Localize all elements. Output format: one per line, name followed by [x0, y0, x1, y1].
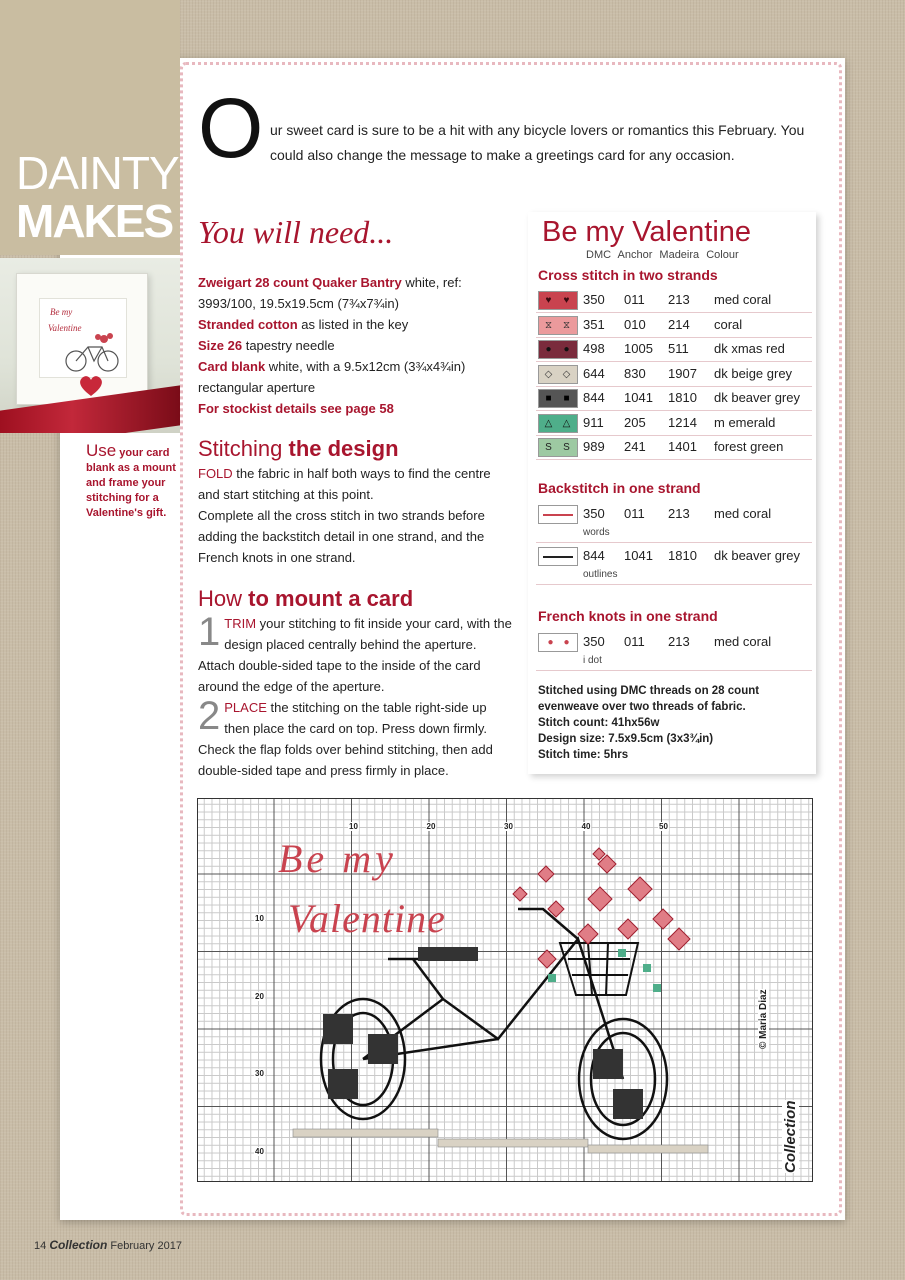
drop-cap: O — [198, 81, 264, 175]
symbol-glyph: ◇ — [544, 368, 553, 380]
french-knot-icon: ● ● — [538, 633, 578, 652]
colour-name: coral — [714, 316, 743, 332]
anchor-code: 011 — [624, 292, 645, 307]
stitching-text — [198, 463, 513, 568]
chart-side-label: 40 — [255, 1146, 264, 1156]
key-row — [536, 337, 812, 362]
french-note: i dot — [583, 655, 602, 666]
symbol-glyph: ◇ — [562, 368, 571, 380]
you-will-need-title: You will need... — [198, 214, 394, 250]
chart-text-2: Valentine — [288, 896, 446, 941]
chart-top-label: 20 — [426, 822, 436, 831]
madeira-code: 1907 — [668, 365, 697, 381]
chart-top-label: 50 — [659, 822, 668, 831]
section-word-1: DAINTY — [16, 147, 179, 199]
footer-date: February 2017 — [110, 1240, 182, 1252]
material-fabric-name: Zweigart 28 count Quaker Bantry — [198, 275, 402, 290]
stitch-symbol-icon — [538, 340, 578, 359]
photo-aperture — [39, 298, 127, 378]
info-line-1: Stitched using DMC threads on 28 count — [538, 685, 760, 697]
stitch-symbol-icon — [538, 438, 578, 457]
heart-charm-icon — [78, 374, 104, 398]
cross-stitch-title: Cross stitch in two strands — [538, 267, 718, 283]
backstitch-row — [536, 544, 812, 585]
stitch-info — [538, 683, 759, 763]
bicycle-motif-icon — [198, 799, 812, 1181]
step-1-number: 1 — [198, 610, 221, 654]
key-row — [536, 435, 812, 460]
mount-title — [198, 586, 413, 612]
french-colour: med coral — [714, 634, 772, 649]
stitching-fold-text: the fabric in half both ways to find the centre and start stitching at this point. — [198, 466, 491, 502]
stitching-p2: Complete all the cross stitch in two strands before adding the backstitch detail in one strand, and the French knots in one strand. — [198, 508, 485, 565]
dmc-code: 844 — [583, 548, 605, 563]
material-cotton — [198, 314, 518, 335]
key-row — [536, 362, 812, 387]
chart-side-label: 30 — [255, 1069, 264, 1078]
symbol-glyph: ● — [563, 344, 570, 355]
page-footer — [34, 1238, 182, 1252]
anchor-code: 1041 — [624, 548, 653, 563]
material-cotton-desc: as listed in the key — [297, 317, 409, 332]
footer-brand: Collection — [49, 1238, 108, 1252]
key-row — [536, 313, 812, 338]
stockist-link[interactable]: For stockist details see page 58 — [198, 401, 394, 416]
colour-key — [528, 212, 816, 774]
section-word-2: MAKES — [16, 195, 173, 247]
card-photo — [0, 258, 180, 433]
step-1-word: TRIM — [224, 616, 257, 631]
chart-top-label: 40 — [581, 822, 591, 831]
symbol-glyph: ● — [545, 344, 552, 355]
dmc-code: 350 — [583, 506, 605, 521]
symbol-glyph: S — [545, 442, 552, 453]
colour-name: dk xmas red — [714, 341, 785, 356]
cross-stitch-chart — [197, 798, 813, 1182]
step-1-text: your stitching to fit inside your card, with the design placed centrally behind the aperture. Attach double-sided tape to the inside of the card around the edge of the aperture. — [198, 616, 512, 694]
colour-name: forest green — [714, 439, 784, 454]
dmc-code: 351 — [583, 316, 605, 332]
dmc-code: 844 — [583, 390, 605, 405]
madeira-code: 1810 — [668, 390, 697, 405]
stitch-symbol-icon — [538, 414, 578, 433]
french-anchor: 011 — [624, 634, 645, 649]
material-cotton-name: Stranded cotton — [198, 317, 298, 332]
photo-bicycle-icon — [62, 333, 122, 373]
info-line-3: Stitch count: 41hx56w — [538, 717, 660, 729]
mount-step-2 — [198, 694, 513, 781]
anchor-code: 830 — [624, 365, 646, 381]
colour-name: med coral — [714, 506, 772, 521]
page-number: 14 — [34, 1240, 47, 1252]
stitching-fold-word: FOLD — [198, 466, 233, 481]
madeira-code: 213 — [668, 506, 690, 521]
symbol-glyph: ⧖ — [562, 319, 571, 331]
dmc-code: 350 — [583, 292, 605, 307]
stitching-title-light: Stitching — [198, 436, 289, 461]
photo-card-text-2: Valentine — [48, 323, 82, 333]
colour-name: dk beaver grey — [714, 548, 800, 563]
madeira-code: 511 — [668, 341, 689, 356]
section-tag — [0, 0, 180, 255]
madeira-code: 213 — [668, 292, 690, 307]
dmc-code: 989 — [583, 439, 605, 454]
madeira-code: 214 — [668, 316, 690, 332]
symbol-glyph: △ — [562, 417, 571, 429]
photo-card-text-1: Be my — [50, 307, 73, 317]
key-row — [536, 288, 812, 313]
colour-name: m emerald — [714, 414, 776, 430]
material-card-desc: white, with a 9.5x12cm (3¾x4¾in) rectangular aperture — [198, 359, 466, 395]
material-needle-desc: tapestry needle — [242, 338, 335, 353]
step-2-number: 2 — [198, 694, 221, 738]
symbol-glyph: ♥ — [545, 295, 552, 306]
info-line-4: Design size: 7.5x9.5cm (3x3¾in) — [538, 733, 714, 745]
material-card-name: Card blank — [198, 359, 266, 374]
madeira-code: 1401 — [668, 439, 697, 454]
step-2-word: PLACE — [224, 700, 267, 715]
backstitch-line-icon — [538, 547, 578, 566]
backstitch-title: Backstitch in one strand — [538, 480, 701, 496]
material-needle — [198, 335, 518, 356]
material-fabric — [198, 272, 518, 314]
mount-step-1 — [198, 610, 513, 697]
dmc-code: 498 — [583, 341, 605, 356]
chart-text-1: Be my — [278, 836, 397, 881]
symbol-glyph: ■ — [563, 393, 570, 404]
colour-name: med coral — [714, 292, 772, 307]
symbol-glyph: ⧖ — [544, 319, 553, 331]
material-needle-name: Size 26 — [198, 338, 243, 353]
info-line-5: Stitch time: 5hrs — [538, 749, 629, 761]
symbol-glyph: △ — [544, 417, 553, 429]
step-2-text: the stitching on the table right-side up then place the card on top. Press down firmly. Check the flap folds over behind stitching, then add double-sided tape and press firmly in place. — [198, 700, 493, 778]
symbol-glyph: ■ — [545, 393, 552, 404]
chart-brand: Collection — [782, 1100, 799, 1173]
chart-side-label: 20 — [255, 991, 264, 1001]
stitching-title-bold: the design — [288, 436, 399, 461]
symbol-glyph: S — [563, 442, 570, 453]
mount-title-bold: to mount a card — [248, 586, 414, 611]
anchor-code: 241 — [624, 439, 646, 454]
key-row — [536, 386, 812, 411]
photo-caption — [86, 443, 176, 521]
backstitch-note: words — [583, 527, 610, 538]
backstitch-line-icon — [538, 505, 578, 524]
dmc-code: 644 — [583, 365, 605, 381]
info-line-2: evenweave over two threads of fabric. — [538, 701, 746, 713]
anchor-code: 1005 — [624, 341, 653, 356]
colour-name: dk beaver grey — [714, 390, 800, 405]
key-column-headers: DMC Anchor Madeira Colour — [586, 249, 739, 261]
backstitch-row — [536, 502, 812, 543]
chart-credit: © Maria Diaz — [758, 989, 769, 1049]
caption-text: your card blank as a mount and frame your stitching for a Valentine's gift. — [86, 447, 176, 519]
chart-top-label: 10 — [349, 822, 358, 831]
mount-steps — [198, 610, 513, 781]
anchor-code: 205 — [624, 414, 646, 430]
french-madeira: 213 — [668, 634, 690, 649]
backstitch-note: outlines — [583, 569, 618, 580]
mount-title-light: How — [198, 586, 249, 611]
caption-lead: Use — [86, 441, 117, 460]
french-knot-row — [536, 630, 812, 671]
chart-side-label: 10 — [255, 914, 264, 923]
anchor-code: 010 — [624, 316, 646, 332]
madeira-code: 1810 — [668, 548, 697, 563]
materials-list — [198, 272, 518, 419]
anchor-code: 1041 — [624, 390, 653, 405]
french-knots-title: French knots in one strand — [538, 608, 718, 624]
symbol-glyph: ♥ — [563, 295, 570, 306]
stitching-title — [198, 436, 399, 462]
madeira-code: 1214 — [668, 414, 697, 430]
stitch-symbol-icon — [538, 389, 578, 408]
stitch-symbol-icon — [538, 316, 578, 335]
material-card — [198, 356, 518, 398]
intro-text: ur sweet card is sure to be a hit with any bicycle lovers or romantics this February. You could also change the message to make a greetings card for any occasion. — [270, 122, 805, 163]
colour-name: dk beige grey — [714, 365, 793, 381]
stitch-symbol-icon — [538, 365, 578, 384]
key-title: Be my Valentine — [542, 216, 752, 248]
anchor-code: 011 — [624, 506, 645, 521]
key-row — [536, 411, 812, 436]
material-fabric-desc: white, ref: 3993/100, 19.5x19.5cm (7¾x7¾in) — [198, 275, 462, 311]
chart-top-label: 30 — [504, 822, 513, 831]
french-dmc: 350 — [583, 634, 605, 649]
stitch-symbol-icon — [538, 291, 578, 310]
dmc-code: 911 — [583, 414, 604, 430]
